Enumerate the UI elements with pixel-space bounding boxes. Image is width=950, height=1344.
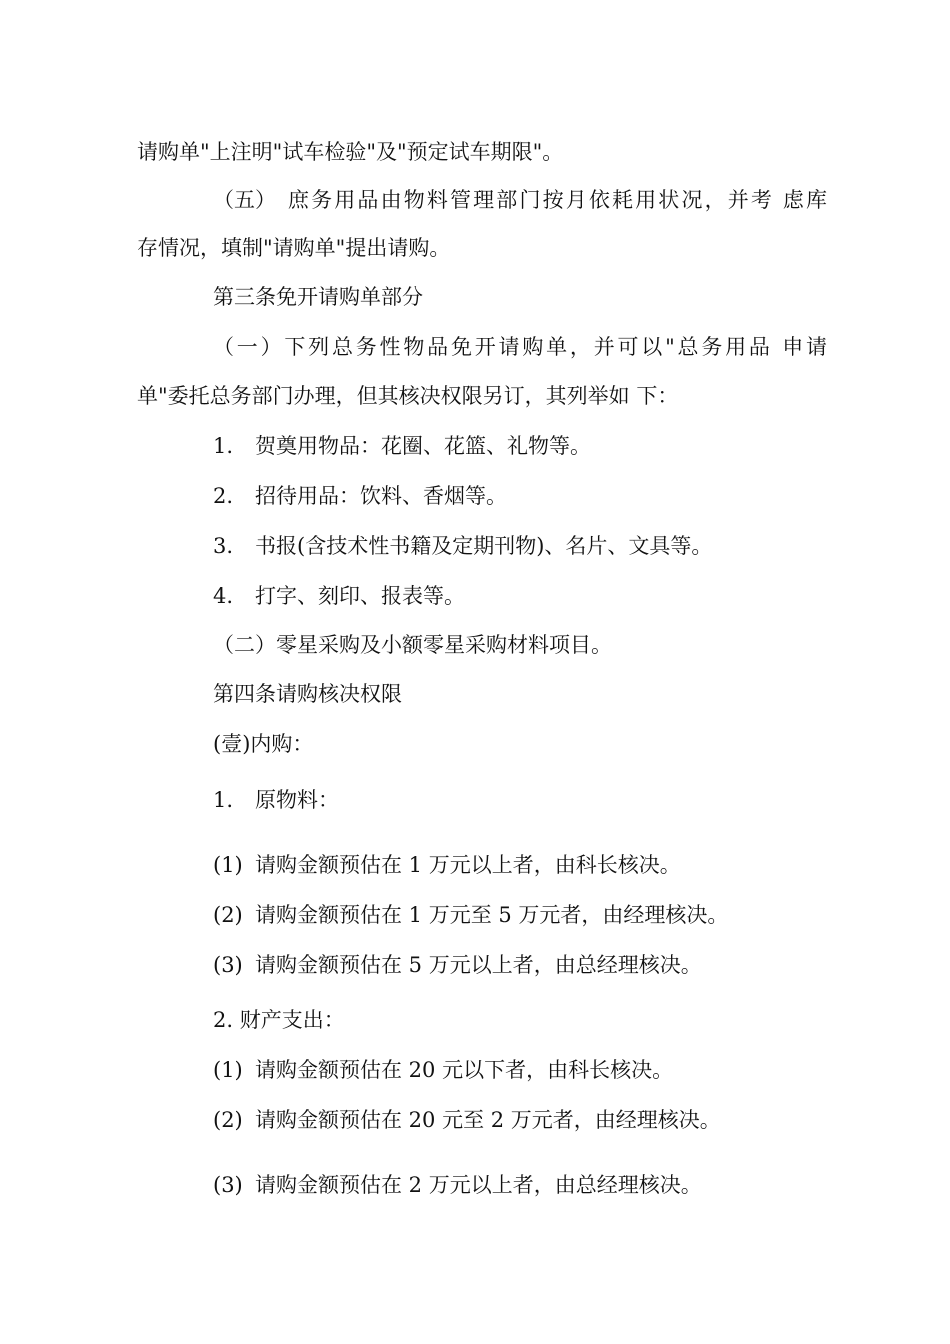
list-item: 原物料： xyxy=(255,788,339,812)
sub-heading: 2. 财产支出： xyxy=(213,1008,345,1032)
article-heading: 第三条免开请购单部分 xyxy=(213,285,423,309)
list-number: (3) xyxy=(213,1173,243,1197)
list-item: 请购金额预估在 1 万元以上者，由科长核决。 xyxy=(255,853,681,877)
list-item: 请购金额预估在 20 元至 2 万元者，由经理核决。 xyxy=(255,1108,721,1132)
list-number: 4. xyxy=(213,584,234,608)
list-item: 贺奠用物品：花圈、花篮、礼物等。 xyxy=(255,434,591,458)
item-label: （五） xyxy=(213,188,276,212)
paragraph-line: 请购单"上注明"试车检验"及"预定试车期限"。 xyxy=(137,140,564,164)
list-item: 请购金额预估在 2 万元以上者，由总经理核决。 xyxy=(255,1173,702,1197)
list-item: 请购金额预估在 1 万元至 5 万元者，由经理核决。 xyxy=(255,903,729,927)
paragraph-line: 存情况，填制"请购单"提出请购。 xyxy=(137,236,451,260)
list-item: 请购金额预估在 5 万元以上者，由总经理核决。 xyxy=(255,953,702,977)
list-number: (2) xyxy=(213,903,243,927)
list-item: 请购金额预估在 20 元以下者，由科长核决。 xyxy=(255,1058,674,1082)
article-heading: 第四条请购核决权限 xyxy=(213,682,402,706)
list-item: 招待用品：饮料、香烟等。 xyxy=(255,484,507,508)
list-number: (1) xyxy=(213,853,243,877)
list-number: (2) xyxy=(213,1108,243,1132)
paragraph-line: 庶务用品由物料管理部门按月依耗用状况，并考 虑库 xyxy=(288,188,827,212)
sub-heading: (壹)内购： xyxy=(213,732,314,756)
list-number: (3) xyxy=(213,953,243,977)
paragraph-line: （一）下列总务性物品免开请购单，并可以"总务用品 申请 xyxy=(213,335,827,359)
list-number: 2. xyxy=(213,484,234,508)
paragraph-line: 单"委托总务部门办理，但其核决权限另订，其列举如 下： xyxy=(137,384,679,408)
list-number: 1. xyxy=(213,788,234,812)
list-item: 打字、刻印、报表等。 xyxy=(255,584,465,608)
paragraph-line: （二）零星采购及小额零星采购材料项目。 xyxy=(213,633,612,657)
list-number: (1) xyxy=(213,1058,243,1082)
list-number: 1. xyxy=(213,434,234,458)
list-item: 书报(含技术性书籍及定期刊物)、名片、文具等。 xyxy=(255,534,713,558)
list-number: 3. xyxy=(213,534,234,558)
